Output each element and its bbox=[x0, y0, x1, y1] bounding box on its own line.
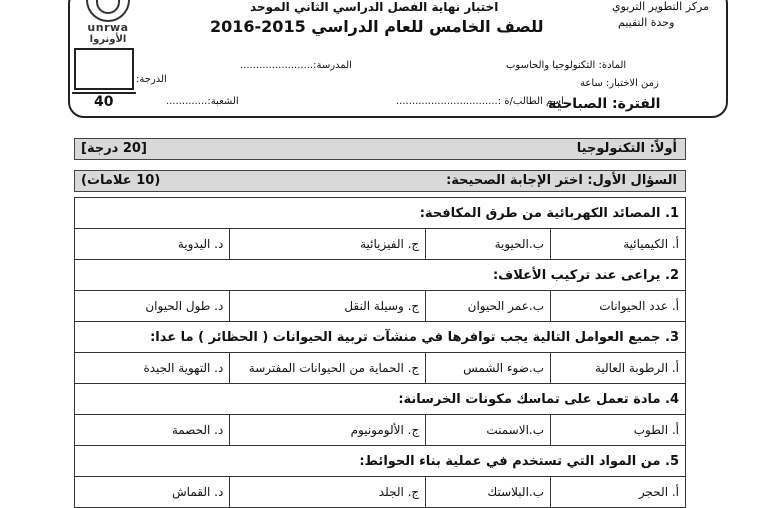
option-b[interactable]: ب.ضوء الشمس bbox=[426, 353, 551, 384]
option-a[interactable]: أ. الكيميائية bbox=[551, 229, 686, 260]
unrwa-logo bbox=[80, 0, 136, 45]
option-d[interactable]: د. التهوية الجيدة bbox=[75, 353, 230, 384]
questions-table bbox=[74, 197, 686, 508]
section-field: الشعبة:............. bbox=[166, 96, 239, 107]
option-d[interactable]: د. القماش bbox=[75, 477, 230, 508]
duration-field: زمن الاختبار: ساعة bbox=[580, 78, 659, 89]
question1-title: السؤال الأول: اختر الإجابة الصحيحة: bbox=[446, 173, 677, 188]
center-department: مركز التطوير التربوي bbox=[612, 0, 709, 13]
student-name-field: اسم الطالب/ة :................................ bbox=[396, 96, 564, 107]
school-field: المدرسة:....................... bbox=[240, 60, 352, 71]
question-options-row bbox=[75, 477, 686, 508]
question1-marks: (10 علامات) bbox=[81, 173, 161, 188]
logo-text-en: unrwa bbox=[87, 21, 129, 34]
period-field: الفترة: الصباحية bbox=[548, 96, 661, 112]
question1-bar bbox=[74, 170, 686, 192]
question-stem: 3. جميع العوامل التالية يجب توافرها في منشآت تربية الحيوانات ( الحظائر ) ما عدا: bbox=[75, 322, 686, 353]
question-stem-row bbox=[75, 198, 686, 229]
option-c[interactable]: ج. الجلد bbox=[230, 477, 426, 508]
grade-label: الدرجة: bbox=[136, 74, 167, 85]
option-c[interactable]: ج. الحماية من الحيوانات المفترسة bbox=[230, 353, 426, 384]
question-stem: 2. يراعى عند تركيب الأعلاف: bbox=[75, 260, 686, 291]
question-stem-row bbox=[75, 322, 686, 353]
option-b[interactable]: ب.البلاستك bbox=[426, 477, 551, 508]
evaluation-unit: وحدة التقييم bbox=[618, 16, 675, 29]
exam-title: اختبار نهاية الفصل الدراسي الثاني الموحد bbox=[250, 0, 499, 14]
subject-field: المادة: التكنولوجيا والحاسوب bbox=[506, 60, 627, 71]
part1-bar bbox=[74, 138, 686, 160]
unrwa-emblem-icon bbox=[86, 0, 130, 22]
question-stem: 5. من المواد التي تستخدم في عملية بناء الحوائط: bbox=[75, 446, 686, 477]
question-stem: 1. المصائد الكهربائية من طرق المكافحة: bbox=[75, 198, 686, 229]
option-b[interactable]: ب.عمر الحيوان bbox=[426, 291, 551, 322]
exam-class-year: للصف الخامس للعام الدراسي 2015-2016 bbox=[210, 17, 544, 36]
question-stem-row bbox=[75, 446, 686, 477]
part1-marks: [20 درجة] bbox=[81, 141, 147, 156]
option-c[interactable]: ج. الفيزيائية bbox=[230, 229, 426, 260]
option-a[interactable]: أ. الطوب bbox=[551, 415, 686, 446]
option-b[interactable]: ب.الاسمنت bbox=[426, 415, 551, 446]
part1-title: أولاً: التكنولوجيا bbox=[576, 141, 677, 156]
option-c[interactable]: ج. الألومونيوم bbox=[230, 415, 426, 446]
option-d[interactable]: د. طول الحيوان bbox=[75, 291, 230, 322]
option-b[interactable]: ب.الحيوية bbox=[426, 229, 551, 260]
question-stem: 4. مادة تعمل على تماسك مكونات الخرسانة: bbox=[75, 384, 686, 415]
option-c[interactable]: ج. وسيلة النقل bbox=[230, 291, 426, 322]
question-options-row bbox=[75, 353, 686, 384]
question-options-row bbox=[75, 291, 686, 322]
logo-text-ar: الأونروا bbox=[89, 34, 127, 45]
option-d[interactable]: د. الحصمة bbox=[75, 415, 230, 446]
total-score: 40 bbox=[94, 94, 114, 110]
option-a[interactable]: أ. الرطوبة العالية bbox=[551, 353, 686, 384]
option-a[interactable]: أ. الحجر bbox=[551, 477, 686, 508]
question-stem-row bbox=[75, 384, 686, 415]
question-options-row bbox=[75, 415, 686, 446]
option-d[interactable]: د. اليدوية bbox=[75, 229, 230, 260]
option-a[interactable]: أ. عدد الحيوانات bbox=[551, 291, 686, 322]
question-stem-row bbox=[75, 260, 686, 291]
question-options-row bbox=[75, 229, 686, 260]
score-box bbox=[74, 48, 134, 90]
